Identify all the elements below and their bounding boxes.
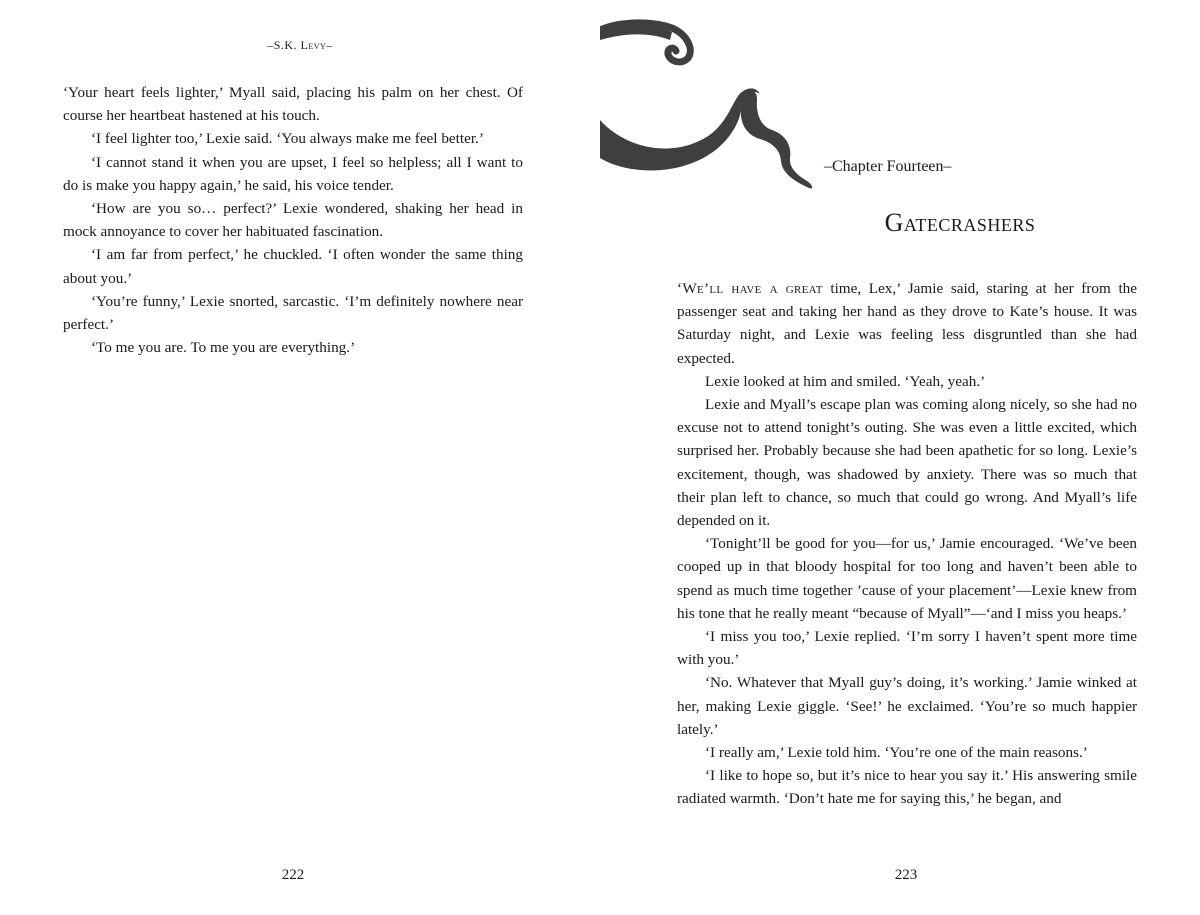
paragraph: ‘I really am,’ Lexie told him. ‘You’re one of the main reasons.’ [705, 744, 1088, 762]
opening-text: time, Lex,’ Jamie said, staring at her from the passenger seat and taking her hand as they drove to Kate’s house. It was Saturday night, and Lexie was feeling less disgruntled than she had expected. [677, 280, 1137, 367]
page-number: 223 [894, 867, 918, 883]
paragraph: ‘You’re funny,’ Lexie snorted, sarcastic. ‘I’m definitely nowhere near perfect.’ [63, 292, 523, 334]
page-number: 222 [281, 867, 305, 883]
paragraph: ‘No. Whatever that Myall guy’s doing, it’s working.’ Jamie winked at her, making Lexie giggle. ‘See!’ he exclaimed. ‘You’re so much happier lately.’ [677, 674, 1137, 738]
running-head: –S.K. Levy– [267, 38, 333, 52]
paragraph: ‘I am far from perfect,’ he chuckled. ‘I often wonder the same thing about you.’ [63, 246, 523, 287]
paragraph: ‘To me you are. To me you are everything.’ [91, 339, 356, 357]
right-page [600, 0, 1200, 915]
paragraph: ‘I feel lighter too,’ Lexie said. ‘You always make me feel better.’ [91, 130, 484, 148]
left-body-text [63, 81, 523, 359]
paragraph: ‘Tonight’ll be good for you—for us,’ Jamie encouraged. ‘We’ve been cooped up in that bloody hospital for too long and haven’t been able to spend as much time together ’cause of your placement’—Lexie knew from his tone that he really meant “because of Myall”—‘and I miss you heaps.’ [677, 535, 1137, 622]
paragraph: ‘I like to hope so, but it’s nice to hear you say it.’ His answering smile radiated warmth. ‘Don’t hate me for saying this,’ he began, and [677, 767, 1137, 808]
paragraph: ‘How are you so… perfect?’ Lexie wondered, shaking her head in mock annoyance to cover her habituated fascination. [63, 200, 523, 241]
chapter-number: –Chapter Fourteen– [824, 158, 952, 175]
opening-small-caps: ‘We’ll have a great [677, 280, 823, 297]
right-body-text [677, 277, 1137, 811]
opening-paragraph [677, 277, 1137, 370]
paragraph: ‘I cannot stand it when you are upset, I feel so helpless; all I want to do is make you happy again,’ he said, his voice tender. [63, 153, 523, 194]
paragraph: ‘Your heart feels lighter,’ Myall said, placing his palm on her chest. Of course her heartbeat hastened at his touch. [63, 84, 523, 125]
serpent-ornament-icon [600, 18, 830, 203]
paragraph: Lexie looked at him and smiled. ‘Yeah, yeah.’ [705, 372, 986, 390]
paragraph: ‘I miss you too,’ Lexie replied. ‘I’m sorry I haven’t spent more time with you.’ [677, 628, 1137, 669]
chapter-title: Gatecrashers [884, 208, 1036, 237]
paragraph: Lexie and Myall’s escape plan was coming along nicely, so she had no excuse not to attend tonight’s outing. She was even a little excited, which surprised her. Probably because she had been apathetic for so long. Lexie’s excitement, though, was shadowed by anxiety. There was so much that their plan left to chance, so much that could go wrong. And Myall’s life depended on it. [677, 396, 1137, 530]
